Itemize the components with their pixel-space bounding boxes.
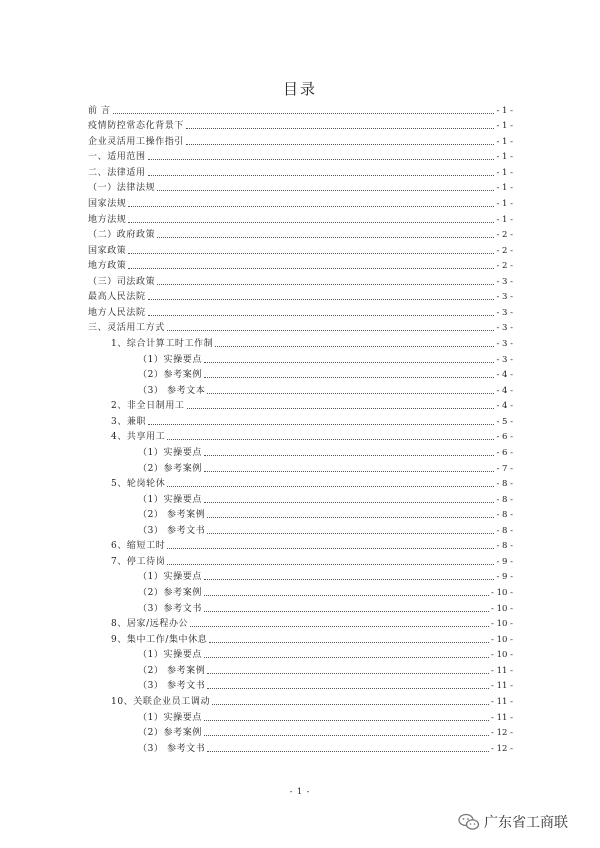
toc-entry[interactable] [88, 739, 513, 755]
toc-leader-dots [167, 330, 495, 331]
toc-entry-page: - 10 - [491, 634, 513, 645]
toc-entry-page: - 3 - [496, 339, 513, 349]
toc-entry[interactable] [88, 552, 513, 568]
toc-entry[interactable] [88, 490, 513, 506]
toc-entry-page: - 10 - [491, 619, 513, 630]
toc-entry-page: - 5 - [496, 416, 513, 427]
toc-entry[interactable] [88, 303, 513, 319]
toc-entry[interactable] [88, 210, 513, 226]
toc-entry-label: （1）实操要点 [138, 650, 202, 661]
toc-entry-page: - 8 - [496, 510, 513, 521]
toc-entry-page: - 12 - [491, 728, 513, 739]
toc-entry[interactable] [88, 148, 513, 164]
toc-entry-page: - 3 - [496, 323, 513, 334]
toc-entry-label: （2）参考案例 [138, 588, 202, 598]
toc-entry-label: 6、缩短工时 [111, 541, 166, 552]
toc-leader-dots [128, 253, 494, 254]
toc-entry[interactable] [88, 319, 513, 335]
toc-entry-label: 最高人民法院 [88, 292, 146, 303]
toc-entry-page: - 8 - [496, 541, 513, 552]
toc-entry-label: （二）政府政策 [88, 230, 156, 241]
toc-leader-dots [113, 113, 495, 114]
toc-leader-dots [128, 268, 494, 269]
toc-leader-dots [148, 175, 495, 176]
toc-entry-label: 2、非全日制用工 [111, 401, 185, 412]
watermark [458, 812, 568, 832]
toc-entry[interactable] [88, 724, 513, 740]
toc-leader-dots [187, 408, 495, 409]
toc-entry-label: 国家法规 [88, 198, 127, 209]
toc-leader-dots [204, 657, 489, 658]
toc-entry-page: - 4 - [496, 385, 513, 396]
toc-entry-page: - 11 - [491, 712, 513, 723]
toc-entry-page: - 9 - [496, 556, 513, 567]
toc-entry-page: - 10 - [491, 650, 513, 661]
toc-entry-page: - 11 - [491, 696, 513, 707]
toc-entry-page: - 10 - [491, 603, 513, 614]
toc-entry-label: （2）参考案例 [138, 728, 202, 739]
toc-entry[interactable] [88, 397, 513, 413]
toc-entry-label: 8、居家/远程办公 [111, 619, 189, 630]
toc-leader-dots [207, 688, 489, 689]
toc-entry-label: 5、轮岗轮休 [111, 479, 166, 490]
toc-entry-label: 10、关联企业员工调动 [111, 696, 211, 707]
toc-leader-dots [157, 190, 494, 191]
toc-entry[interactable] [88, 506, 513, 522]
toc-entry[interactable] [88, 521, 513, 537]
toc-entry[interactable] [88, 443, 513, 459]
page-title: 目录 [282, 80, 317, 98]
toc-entry-page: - 3 - [496, 276, 513, 287]
toc-leader-dots [148, 299, 495, 300]
toc-entry-label: （1）实操要点 [138, 354, 202, 365]
toc-leader-dots [148, 424, 494, 425]
toc-entry-label: 国家政策 [88, 245, 127, 256]
toc-entry[interactable] [88, 272, 513, 288]
toc-entry-page: - 1 - [496, 121, 513, 132]
toc-entry-page: - 1 - [496, 214, 513, 225]
toc-entry[interactable] [88, 475, 513, 491]
toc-entry-label: （1）实操要点 [138, 494, 202, 505]
toc-leader-dots [204, 720, 489, 721]
toc-leader-dots [128, 206, 494, 207]
toc-entry-page: - 1 - [496, 105, 513, 116]
toc-entry-label: 三、灵活用工方式 [88, 323, 165, 334]
toc-leader-dots [204, 362, 495, 363]
toc-leader-dots [204, 455, 495, 456]
toc-entry-label: 9、集中工作/集中休息 [111, 634, 208, 645]
toc-entry-page: - 3 - [496, 292, 513, 303]
toc-entry-label: （2）参考案例 [138, 463, 202, 474]
toc-entry-label: 4、共享用工 [111, 432, 166, 443]
toc-entry[interactable] [88, 241, 513, 257]
toc-entry-page: - 11 - [491, 665, 513, 676]
toc-entry[interactable] [88, 708, 513, 724]
toc-entry[interactable] [88, 288, 513, 304]
toc-entry-page: - 6 - [496, 447, 513, 458]
toc-leader-dots [204, 611, 489, 612]
toc-entry[interactable] [88, 428, 513, 444]
toc-entry-label: 一、适用范围 [88, 152, 146, 163]
toc-entry[interactable] [88, 692, 513, 708]
toc-entry[interactable] [88, 117, 513, 133]
watermark-text: 广东省工商联 [484, 815, 568, 831]
toc-entry-label: 前 言 [88, 105, 111, 116]
toc-leader-dots [190, 626, 489, 627]
toc-entry-label: （一）法律法规 [88, 183, 156, 194]
toc-leader-dots [209, 642, 489, 643]
toc-leader-dots [207, 393, 494, 394]
toc-leader-dots [207, 673, 489, 674]
toc-entry-page: - 11 - [491, 681, 513, 692]
toc-entry-label: （3） 参考文书 [138, 743, 206, 754]
toc-entry-page: - 4 - [496, 370, 513, 381]
toc-entry-page: - 9 - [496, 572, 513, 583]
page-number: - 1 - [289, 787, 311, 796]
toc-entry-label: （3） 参考文本 [138, 385, 206, 396]
toc-entry-page: - 3 - [496, 307, 513, 318]
toc-leader-dots [204, 377, 495, 378]
toc-leader-dots [207, 751, 489, 752]
toc-entry-page: - 1 - [496, 167, 513, 178]
toc-entry-page: - 3 - [496, 354, 513, 365]
toc-entry-page: - 8 - [496, 479, 513, 490]
toc-entry-label: 3、兼职 [111, 416, 147, 427]
toc-leader-dots [207, 533, 494, 534]
toc-entry-label: （2） 参考案例 [138, 665, 206, 676]
toc-entry[interactable] [88, 101, 513, 117]
toc-entry-page: - 1 - [496, 136, 513, 147]
toc-entry-label: 1、综合计算工时工作制 [111, 339, 214, 349]
toc-leader-dots [212, 704, 489, 705]
toc-entry-label: 地方政策 [88, 261, 127, 272]
toc-leader-dots [167, 564, 494, 565]
toc-entry-label: 企业灵活用工操作指引 [88, 136, 185, 147]
toc-entry[interactable] [88, 537, 513, 553]
toc-leader-dots [204, 735, 489, 736]
toc-leader-dots [157, 284, 494, 285]
toc-leader-dots [207, 517, 494, 518]
toc-entry[interactable] [88, 366, 513, 382]
toc-entry-page: - 1 - [496, 183, 513, 194]
toc-entry-label: 疫情防控常态化背景下 [88, 121, 185, 132]
toc-entry[interactable] [88, 257, 513, 273]
toc-leader-dots [186, 144, 494, 145]
toc-entry-label: 地方法规 [88, 214, 127, 225]
toc-entry[interactable] [88, 646, 513, 662]
toc-entry[interactable] [88, 132, 513, 148]
toc-entry-page: - 12 - [491, 743, 513, 754]
toc-entry-page: - 1 - [496, 152, 513, 163]
toc-leader-dots [128, 222, 494, 223]
toc-entry-page: - 1 - [496, 198, 513, 209]
toc-entry[interactable] [88, 677, 513, 693]
toc-entry-label: 地方人民法院 [88, 307, 146, 318]
table-of-contents [88, 101, 513, 755]
toc-entry-label: （1）实操要点 [138, 572, 202, 583]
toc-entry-label: （3）参考文书 [138, 603, 202, 614]
toc-leader-dots [148, 159, 495, 160]
toc-entry[interactable] [88, 568, 513, 584]
toc-entry-label: （三）司法政策 [88, 276, 156, 287]
toc-leader-dots [204, 471, 495, 472]
toc-entry[interactable] [88, 583, 513, 599]
toc-leader-dots [204, 502, 495, 503]
toc-entry[interactable] [88, 630, 513, 646]
toc-entry-label: （2） 参考案例 [138, 510, 206, 521]
toc-entry-page: - 8 - [496, 494, 513, 505]
toc-leader-dots [157, 237, 494, 238]
toc-entry-label: （1）实操要点 [138, 447, 202, 458]
toc-entry-label: 7、停工待岗 [111, 556, 166, 567]
toc-entry[interactable] [88, 179, 513, 195]
toc-leader-dots [167, 439, 494, 440]
toc-entry[interactable] [88, 661, 513, 677]
toc-leader-dots [167, 548, 494, 549]
toc-entry[interactable] [88, 615, 513, 631]
toc-entry[interactable] [88, 194, 513, 210]
toc-entry-page: - 4 - [496, 401, 513, 412]
toc-entry[interactable] [88, 459, 513, 475]
toc-entry-page: - 2 - [496, 230, 513, 241]
toc-leader-dots [167, 486, 494, 487]
toc-entry[interactable] [88, 350, 513, 366]
toc-entry[interactable] [88, 412, 513, 428]
toc-entry[interactable] [88, 599, 513, 615]
wechat-icon [458, 813, 480, 831]
toc-entry-label: （3） 参考文书 [138, 681, 206, 692]
toc-entry-label: 二、法律适用 [88, 167, 146, 178]
toc-entry-label: （2）参考案例 [138, 370, 202, 381]
toc-leader-dots [204, 579, 495, 580]
toc-leader-dots [204, 595, 489, 596]
toc-leader-dots [215, 346, 494, 347]
toc-entry-page: - 8 - [496, 525, 513, 536]
toc-entry[interactable] [88, 381, 513, 397]
toc-entry-page: - 2 - [496, 261, 513, 272]
toc-entry[interactable] [88, 163, 513, 179]
toc-entry[interactable] [88, 334, 513, 350]
toc-entry[interactable] [88, 226, 513, 242]
toc-entry-page: - 2 - [496, 245, 513, 256]
toc-entry-label: （3） 参考文书 [138, 525, 206, 536]
toc-entry-page: - 6 - [496, 432, 513, 443]
toc-entry-page: - 7 - [496, 463, 513, 474]
toc-entry-label: （1）实操要点 [138, 712, 202, 723]
toc-leader-dots [148, 315, 495, 316]
toc-leader-dots [186, 128, 494, 129]
toc-entry-page: - 10 - [491, 588, 513, 598]
